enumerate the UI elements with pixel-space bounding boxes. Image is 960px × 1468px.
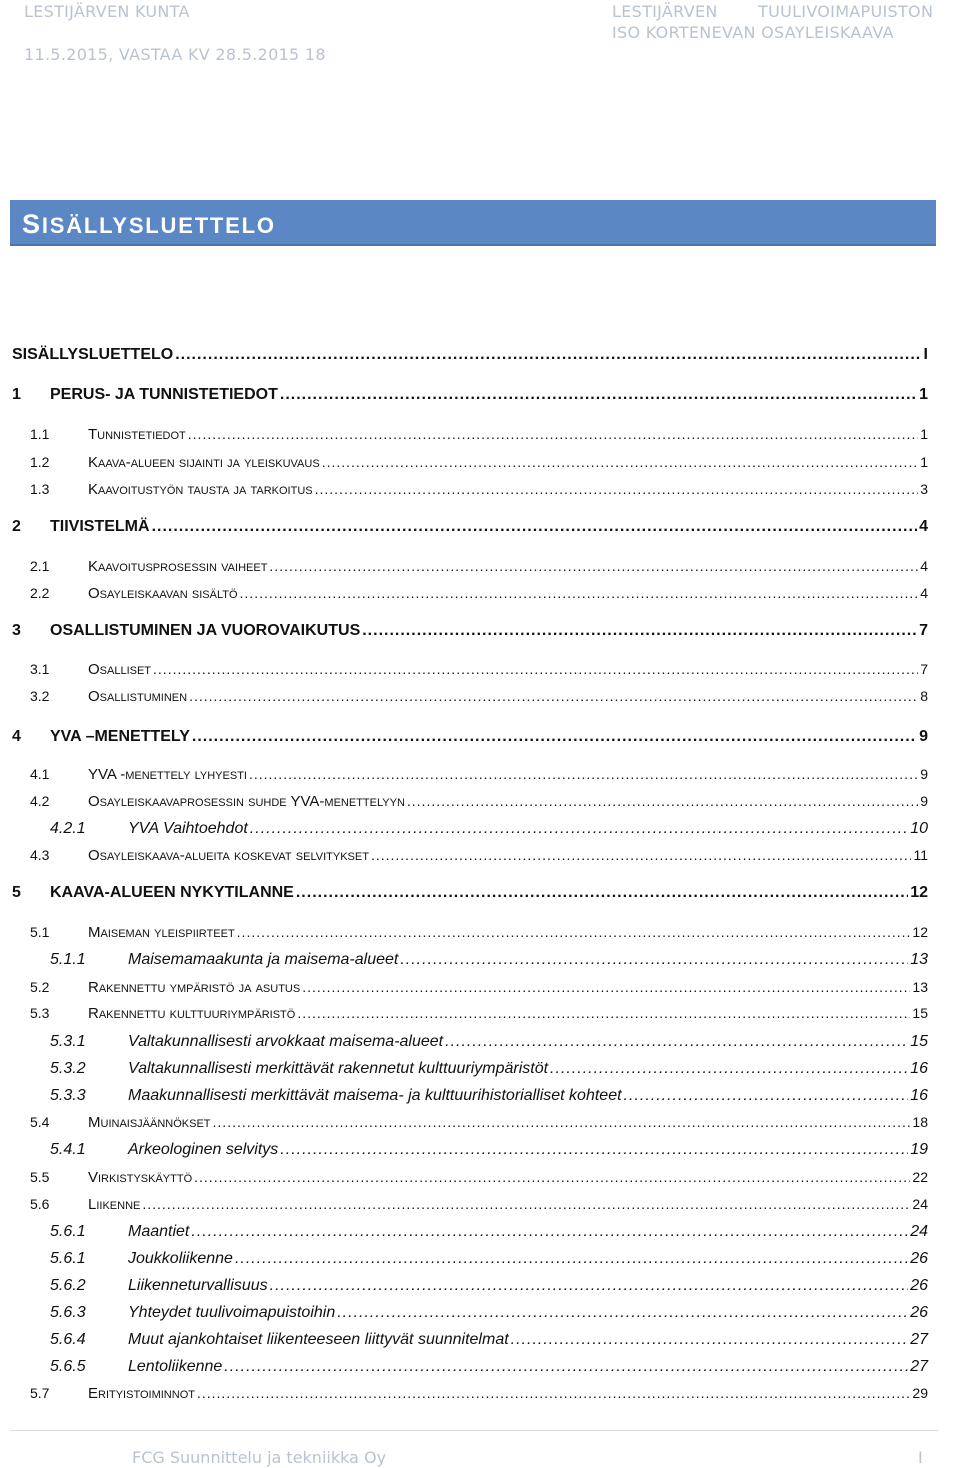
toc-entry[interactable] [30, 481, 928, 503]
toc-entry[interactable] [12, 518, 928, 540]
toc-entry-page: 24 [912, 1196, 928, 1212]
toc-entry-number: 3.1 [30, 661, 50, 677]
toc-dot-leader [400, 951, 908, 969]
toc-entry-page: 1 [919, 386, 928, 403]
toc-entry[interactable] [50, 1277, 928, 1299]
toc-entry-number: 5.5 [30, 1169, 50, 1185]
footer-company: FCG Suunnittelu ja tekniikka Oy [132, 1448, 387, 1467]
toc-entry-number: 5.6.2 [50, 1277, 86, 1294]
toc-entry-page: 4 [920, 585, 928, 601]
header-left-line2: 11.5.2015, VASTAA KV 28.5.2015 18 [24, 45, 326, 64]
toc-dot-leader [188, 426, 918, 442]
toc-entry-page: 12 [912, 924, 928, 940]
toc-dot-leader [362, 622, 917, 640]
toc-entry[interactable] [30, 1005, 928, 1027]
toc-entry-page: 27 [910, 1358, 928, 1375]
toc-entry-page: 19 [910, 1141, 928, 1158]
toc-entry-label: Yhteydet tuulivoimapuistoihin [128, 1304, 336, 1321]
toc-dot-leader [191, 1223, 908, 1241]
toc-entry-page: 26 [910, 1277, 928, 1294]
toc-entry-label: Osayleiskaava-alueita koskevat selvitykset [88, 847, 369, 864]
toc-entry[interactable] [12, 622, 928, 644]
toc-entry-number: 4.2 [30, 793, 50, 809]
toc-entry[interactable] [50, 1223, 928, 1245]
toc-entry-number: 5.6.5 [50, 1358, 86, 1375]
toc-entry-page: 1 [920, 426, 928, 442]
toc-dot-leader [322, 454, 919, 470]
toc-entry[interactable] [50, 1060, 928, 1082]
toc-entry[interactable] [50, 1250, 928, 1272]
toc-entry-label: Maantiet [128, 1223, 190, 1240]
toc-entry-number: 5 [12, 884, 21, 901]
toc-dot-leader [280, 386, 917, 404]
toc-dot-leader [142, 1196, 910, 1212]
toc-dot-leader [175, 346, 921, 364]
toc-entry-page: 1 [920, 454, 928, 470]
toc-entry-label: SISÄLLYSLUETTELO [12, 346, 174, 363]
toc-entry[interactable] [30, 847, 928, 869]
toc-entry-label: Erityistoiminnot [88, 1385, 195, 1402]
toc-entry-number: 2 [12, 518, 21, 535]
toc-entry-number: 5.1 [30, 924, 50, 940]
header-right-word1: LESTIJÄRVEN [612, 2, 718, 21]
toc-entry-label: Maisemamaakunta ja maisema-alueet [128, 951, 399, 968]
toc-entry[interactable] [50, 1331, 928, 1353]
toc-entry-label: Osalliset [88, 661, 152, 678]
toc-dot-leader [237, 924, 911, 940]
toc-entry[interactable] [50, 1033, 928, 1055]
toc-entry-page: 12 [910, 884, 928, 901]
toc-entry-label: Kaavoitustyön tausta ja tarkoitus [88, 481, 313, 498]
toc-entry[interactable] [12, 884, 928, 906]
toc-dot-leader [269, 558, 918, 574]
toc-entry-page: 15 [910, 1033, 928, 1050]
toc-entry-number: 1.1 [30, 426, 50, 442]
toc-entry-page: 7 [920, 661, 928, 677]
toc-entry-number: 5.3.3 [50, 1087, 86, 1104]
toc-entry-label: Rakennettu ympäristö ja asutus [88, 979, 301, 996]
toc-dot-leader [189, 688, 918, 704]
toc-entry[interactable] [50, 951, 928, 973]
toc-entry[interactable] [50, 820, 928, 842]
toc-dot-leader [213, 1114, 911, 1130]
toc-entry-label: YVA –MENETTELY [50, 728, 190, 745]
toc-entry-page: 10 [910, 820, 928, 837]
toc-entry-label: Liikenne [88, 1196, 141, 1213]
toc-entry-page: 9 [919, 728, 928, 745]
toc-entry-number: 4.3 [30, 847, 50, 863]
toc-entry[interactable] [30, 454, 928, 476]
toc-entry-label: Osallistuminen [88, 688, 188, 705]
toc-entry-label: OSALLISTUMINEN JA VUOROVAIKUTUS [50, 622, 361, 639]
toc-entry-number: 1.3 [30, 481, 50, 497]
toc-entry[interactable] [30, 979, 928, 1001]
toc-entry-number: 5.4 [30, 1114, 50, 1130]
toc-dot-leader [224, 1358, 908, 1376]
toc-entry-page: 27 [910, 1331, 928, 1348]
toc-entry-number: 2.2 [30, 585, 50, 601]
toc-dot-leader [297, 1005, 910, 1021]
toc-entry-number: 5.4.1 [50, 1141, 86, 1158]
toc-entry-number: 3.2 [30, 688, 50, 704]
toc-dot-leader [192, 728, 917, 746]
toc-entry[interactable] [30, 1114, 928, 1136]
toc-entry[interactable] [30, 1385, 928, 1407]
toc-entry-label: Rakennettu kulttuuriympäristö [88, 1005, 296, 1022]
toc-dot-leader [337, 1304, 908, 1322]
toc-entry-page: 4 [920, 558, 928, 574]
toc-entry-label: Maakunnallisesti merkittävät maisema- ja kulttuurihistorialliset kohteet [128, 1087, 622, 1104]
toc-entry[interactable] [30, 661, 928, 683]
toc-dot-leader [550, 1060, 908, 1078]
toc-entry-page: 11 [913, 847, 928, 863]
toc-entry-label: Valtakunnallisesti merkittävät rakennetut kulttuuriympäristöt [128, 1060, 549, 1077]
toc-dot-leader [249, 766, 918, 782]
toc-dot-leader [194, 1169, 910, 1185]
toc-entry[interactable] [30, 558, 928, 580]
toc-entry-number: 5.7 [30, 1385, 50, 1401]
toc-entry-number: 5.2 [30, 979, 50, 995]
toc-entry-label: Maiseman yleispiirteet [88, 924, 235, 941]
toc-dot-leader [302, 979, 910, 995]
toc-entry-number: 5.1.1 [50, 951, 86, 968]
section-title-first-letter: S [22, 209, 42, 239]
toc-entry-page: 8 [920, 688, 928, 704]
toc-entry[interactable] [30, 688, 928, 710]
toc-entry[interactable] [50, 1087, 928, 1109]
toc-dot-leader [240, 585, 919, 601]
toc-entry[interactable] [30, 585, 928, 607]
toc-entry-page: 26 [910, 1250, 928, 1267]
toc-entry[interactable] [30, 1169, 928, 1191]
toc-entry-page: 16 [910, 1087, 928, 1104]
toc-entry[interactable] [50, 1304, 928, 1326]
toc-entry-label: Muinaisjäännökset [88, 1114, 211, 1131]
toc-entry-number: 5.6.3 [50, 1304, 86, 1321]
toc-entry-page: 13 [912, 979, 928, 995]
toc-entry[interactable] [12, 728, 928, 750]
toc-entry-page: 18 [912, 1114, 928, 1130]
toc-entry[interactable] [30, 924, 928, 946]
toc-entry-label: Kaavoitusprosessin vaiheet [88, 558, 268, 575]
toc-entry-label: Osayleiskaavaprosessin suhde YVA-menettelyyn [88, 793, 405, 810]
toc-dot-leader [407, 793, 918, 809]
toc-entry-label: Osayleiskaavan sisältö [88, 585, 238, 602]
toc-entry-label: Lentoliikenne [128, 1358, 223, 1375]
toc-entry-page: 7 [919, 622, 928, 639]
toc-entry-label: Tunnistetiedot [88, 426, 186, 443]
toc-entry-label: Kaava-alueen sijainti ja yleiskuvaus [88, 454, 320, 471]
toc-entry-label: YVA Vaihtoehdot [128, 820, 248, 837]
toc-entry-label: PERUS- JA TUNNISTETIEDOT [50, 386, 278, 403]
toc-dot-leader [250, 820, 908, 838]
toc-entry[interactable] [30, 1196, 928, 1218]
toc-entry-label: YVA -menettely lyhyesti [88, 766, 247, 783]
footer-page-number: I [918, 1448, 923, 1467]
toc-entry-number: 1.2 [30, 454, 50, 470]
toc-entry-label: Muut ajankohtaiset liikenteeseen liittyvät suunnitelmat [128, 1331, 509, 1348]
toc-entry-page: 22 [912, 1169, 928, 1185]
toc-entry-number: 4.1 [30, 766, 50, 782]
toc-entry-page: 29 [912, 1385, 928, 1401]
toc-entry-page: 4 [919, 518, 928, 535]
toc-entry-page: 16 [910, 1060, 928, 1077]
toc-dot-leader [270, 1277, 909, 1295]
section-title [22, 209, 276, 240]
toc-entry-page: 24 [910, 1223, 928, 1240]
section-title-rest: ISÄLLYSLUETTELO [41, 213, 276, 238]
toc-entry-number: 4 [12, 728, 21, 745]
toc-entry-page: 26 [910, 1304, 928, 1321]
toc-dot-leader [296, 884, 908, 902]
toc-entry-number: 5.6.1 [50, 1250, 86, 1267]
toc-entry[interactable] [30, 793, 928, 815]
toc-entry-number: 5.3.1 [50, 1033, 86, 1050]
header-left-line1: LESTIJÄRVEN KUNTA [24, 2, 190, 21]
toc-entry-number: 5.3 [30, 1005, 50, 1021]
toc-entry[interactable] [50, 1141, 928, 1163]
toc-dot-leader [371, 847, 912, 863]
toc-dot-leader [624, 1087, 909, 1105]
footer-divider [10, 1430, 938, 1431]
toc-dot-leader [280, 1141, 908, 1159]
toc-dot-leader [235, 1250, 908, 1268]
toc-entry-number: 5.6.4 [50, 1331, 86, 1348]
toc-entry[interactable] [12, 386, 928, 408]
toc-entry-label: TIIVISTELMÄ [50, 518, 150, 535]
toc-dot-leader [153, 661, 918, 677]
toc-dot-leader [197, 1385, 910, 1401]
toc-entry[interactable] [30, 426, 928, 448]
toc-entry[interactable] [12, 346, 928, 368]
toc-entry-number: 3 [12, 622, 21, 639]
toc-entry-label: Liikenneturvallisuus [128, 1277, 268, 1294]
toc-entry-label: KAAVA-ALUEEN NYKYTILANNE [50, 884, 294, 901]
toc-entry[interactable] [30, 766, 928, 788]
toc-entry-number: 1 [12, 386, 21, 403]
toc-entry-label: Valtakunnallisesti arvokkaat maisema-alueet [128, 1033, 444, 1050]
toc-entry-page: 13 [910, 951, 928, 968]
toc-entry-number: 5.3.2 [50, 1060, 86, 1077]
toc-entry-label: Arkeologinen selvitys [128, 1141, 279, 1158]
header-right-line2: ISO KORTENEVAN OSAYLEISKAAVA [612, 23, 894, 42]
toc-dot-leader [315, 481, 919, 497]
toc-dot-leader [152, 518, 918, 536]
toc-dot-leader [445, 1033, 908, 1051]
toc-entry-number: 5.6 [30, 1196, 50, 1212]
header-right-word2: TUULIVOIMAPUISTON [758, 2, 934, 21]
toc-entry-number: 4.2.1 [50, 820, 86, 837]
toc-entry-number: 2.1 [30, 558, 50, 574]
section-title-bar [10, 200, 936, 246]
toc-entry-page: 15 [912, 1005, 928, 1021]
toc-entry-label: Joukkoliikenne [128, 1250, 233, 1267]
toc-entry-label: Virkistyskäyttö [88, 1169, 193, 1186]
toc-entry-page: 9 [920, 793, 928, 809]
toc-entry[interactable] [50, 1358, 928, 1380]
toc-dot-leader [511, 1331, 909, 1349]
toc-entry-page: 9 [920, 766, 928, 782]
toc-entry-page: 3 [920, 481, 928, 497]
toc-entry-number: 5.6.1 [50, 1223, 86, 1240]
toc-entry-page: I [923, 346, 928, 363]
